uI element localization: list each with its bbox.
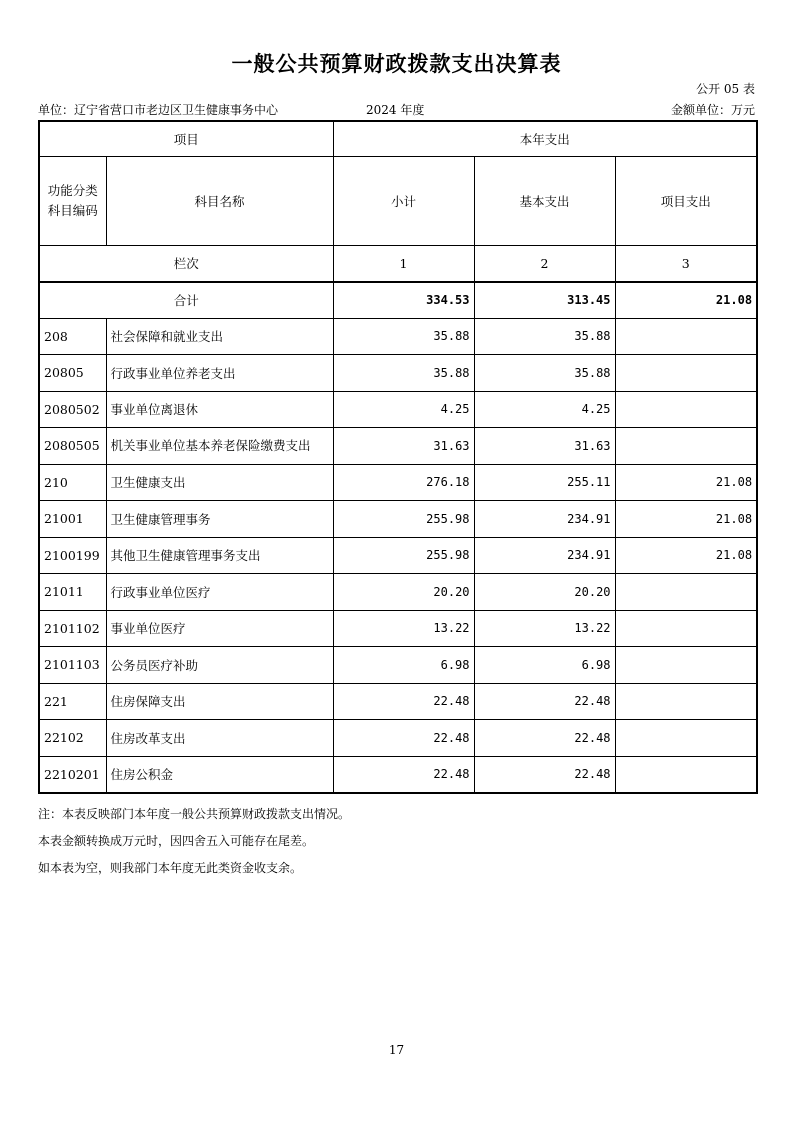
total-label: 合计 — [39, 282, 333, 318]
header-name: 科目名称 — [106, 156, 333, 245]
row-basic: 4.25 — [474, 391, 615, 428]
table-row — [39, 756, 757, 793]
row-subtotal: 255.98 — [333, 501, 474, 538]
page-number: 17 — [388, 1043, 405, 1057]
row-project — [615, 318, 757, 355]
table-row — [39, 683, 757, 720]
row-code: 21001 — [39, 501, 106, 538]
table-row — [39, 464, 757, 501]
row-name: 住房保障支出 — [106, 683, 333, 720]
row-subtotal: 276.18 — [333, 464, 474, 501]
row-code: 210 — [39, 464, 106, 501]
row-basic: 22.48 — [474, 720, 615, 757]
row-project — [615, 610, 757, 647]
row-code: 221 — [39, 683, 106, 720]
row-project — [615, 391, 757, 428]
row-basic: 234.91 — [474, 501, 615, 538]
unit-label: 单位：辽宁省营口市老边区卫生健康事务中心 — [38, 103, 279, 117]
row-basic: 35.88 — [474, 355, 615, 392]
row-code: 208 — [39, 318, 106, 355]
table-row — [39, 720, 757, 757]
row-name: 卫生健康管理事务 — [106, 501, 333, 538]
table-row — [39, 647, 757, 684]
row-code: 22102 — [39, 720, 106, 757]
row-basic: 31.63 — [474, 428, 615, 465]
row-subtotal: 22.48 — [333, 683, 474, 720]
table-row — [39, 355, 757, 392]
row-name: 机关事业单位基本养老保险缴费支出 — [106, 428, 333, 465]
row-subtotal: 31.63 — [333, 428, 474, 465]
row-code: 20805 — [39, 355, 106, 392]
row-basic: 22.48 — [474, 756, 615, 793]
row-basic: 20.20 — [474, 574, 615, 611]
total-row — [39, 282, 757, 318]
row-basic: 6.98 — [474, 647, 615, 684]
row-name: 行政事业单位养老支出 — [106, 355, 333, 392]
row-code: 2100199 — [39, 537, 106, 574]
money-unit-label: 金额单位：万元 — [670, 103, 755, 117]
header-code — [39, 156, 106, 245]
row-name: 住房公积金 — [106, 756, 333, 793]
row-project — [615, 428, 757, 465]
header-current-year: 本年支出 — [333, 121, 757, 156]
row-name: 事业单位离退休 — [106, 391, 333, 428]
header-row-3 — [39, 245, 757, 282]
header-basic: 基本支出 — [474, 156, 615, 245]
row-project — [615, 756, 757, 793]
row-name: 住房改革支出 — [106, 720, 333, 757]
row-code: 2101102 — [39, 610, 106, 647]
header-row-2 — [39, 156, 757, 245]
row-code: 2080502 — [39, 391, 106, 428]
row-name: 公务员医疗补助 — [106, 647, 333, 684]
year-label: 2024 年度 — [366, 103, 425, 117]
row-project: 21.08 — [615, 501, 757, 538]
expenditure-table — [38, 120, 758, 794]
row-project — [615, 720, 757, 757]
row-basic: 255.11 — [474, 464, 615, 501]
col-label: 栏次 — [39, 245, 333, 282]
row-project — [615, 683, 757, 720]
col-2: 2 — [474, 245, 615, 282]
col-1: 1 — [333, 245, 474, 282]
table-row — [39, 574, 757, 611]
table-row — [39, 501, 757, 538]
row-name: 卫生健康支出 — [106, 464, 333, 501]
row-subtotal: 13.22 — [333, 610, 474, 647]
table-row — [39, 610, 757, 647]
row-project — [615, 574, 757, 611]
row-subtotal: 6.98 — [333, 647, 474, 684]
table-row — [39, 537, 757, 574]
row-subtotal: 22.48 — [333, 756, 474, 793]
note-1: 注：本表反映部门本年度一般公共预算财政拨款支出情况。 — [38, 807, 351, 821]
form-number: 公开 05 表 — [696, 82, 755, 96]
note-2: 本表金额转换成万元时，因四舍五入可能存在尾差。 — [38, 834, 315, 848]
table-row — [39, 428, 757, 465]
row-code: 21011 — [39, 574, 106, 611]
row-basic: 13.22 — [474, 610, 615, 647]
row-subtotal: 35.88 — [333, 355, 474, 392]
row-basic: 234.91 — [474, 537, 615, 574]
row-name: 事业单位医疗 — [106, 610, 333, 647]
header-row-1 — [39, 121, 757, 156]
row-subtotal: 4.25 — [333, 391, 474, 428]
row-code: 2101103 — [39, 647, 106, 684]
row-subtotal: 35.88 — [333, 318, 474, 355]
total-subtotal: 334.53 — [333, 282, 474, 318]
header-subtotal: 小计 — [333, 156, 474, 245]
header-code-line2: 科目编码 — [47, 202, 98, 218]
row-code: 2080505 — [39, 428, 106, 465]
notes — [38, 801, 350, 882]
row-basic: 35.88 — [474, 318, 615, 355]
total-basic: 313.45 — [474, 282, 615, 318]
header-project: 项目支出 — [615, 156, 757, 245]
header-code-line1: 功能分类 — [47, 182, 98, 198]
row-name: 其他卫生健康管理事务支出 — [106, 537, 333, 574]
table-row — [39, 318, 757, 355]
row-name: 社会保障和就业支出 — [106, 318, 333, 355]
page-title: 一般公共预算财政拨款支出决算表 — [231, 52, 562, 76]
table-row — [39, 391, 757, 428]
row-name: 行政事业单位医疗 — [106, 574, 333, 611]
row-subtotal: 255.98 — [333, 537, 474, 574]
row-project — [615, 355, 757, 392]
row-basic: 22.48 — [474, 683, 615, 720]
row-project — [615, 647, 757, 684]
total-project: 21.08 — [615, 282, 757, 318]
row-project: 21.08 — [615, 537, 757, 574]
row-project: 21.08 — [615, 464, 757, 501]
row-subtotal: 22.48 — [333, 720, 474, 757]
row-code: 2210201 — [39, 756, 106, 793]
col-3: 3 — [615, 245, 757, 282]
row-subtotal: 20.20 — [333, 574, 474, 611]
header-item: 项目 — [39, 121, 333, 156]
note-3: 如本表为空，则我部门本年度无此类资金收支余。 — [38, 861, 303, 875]
